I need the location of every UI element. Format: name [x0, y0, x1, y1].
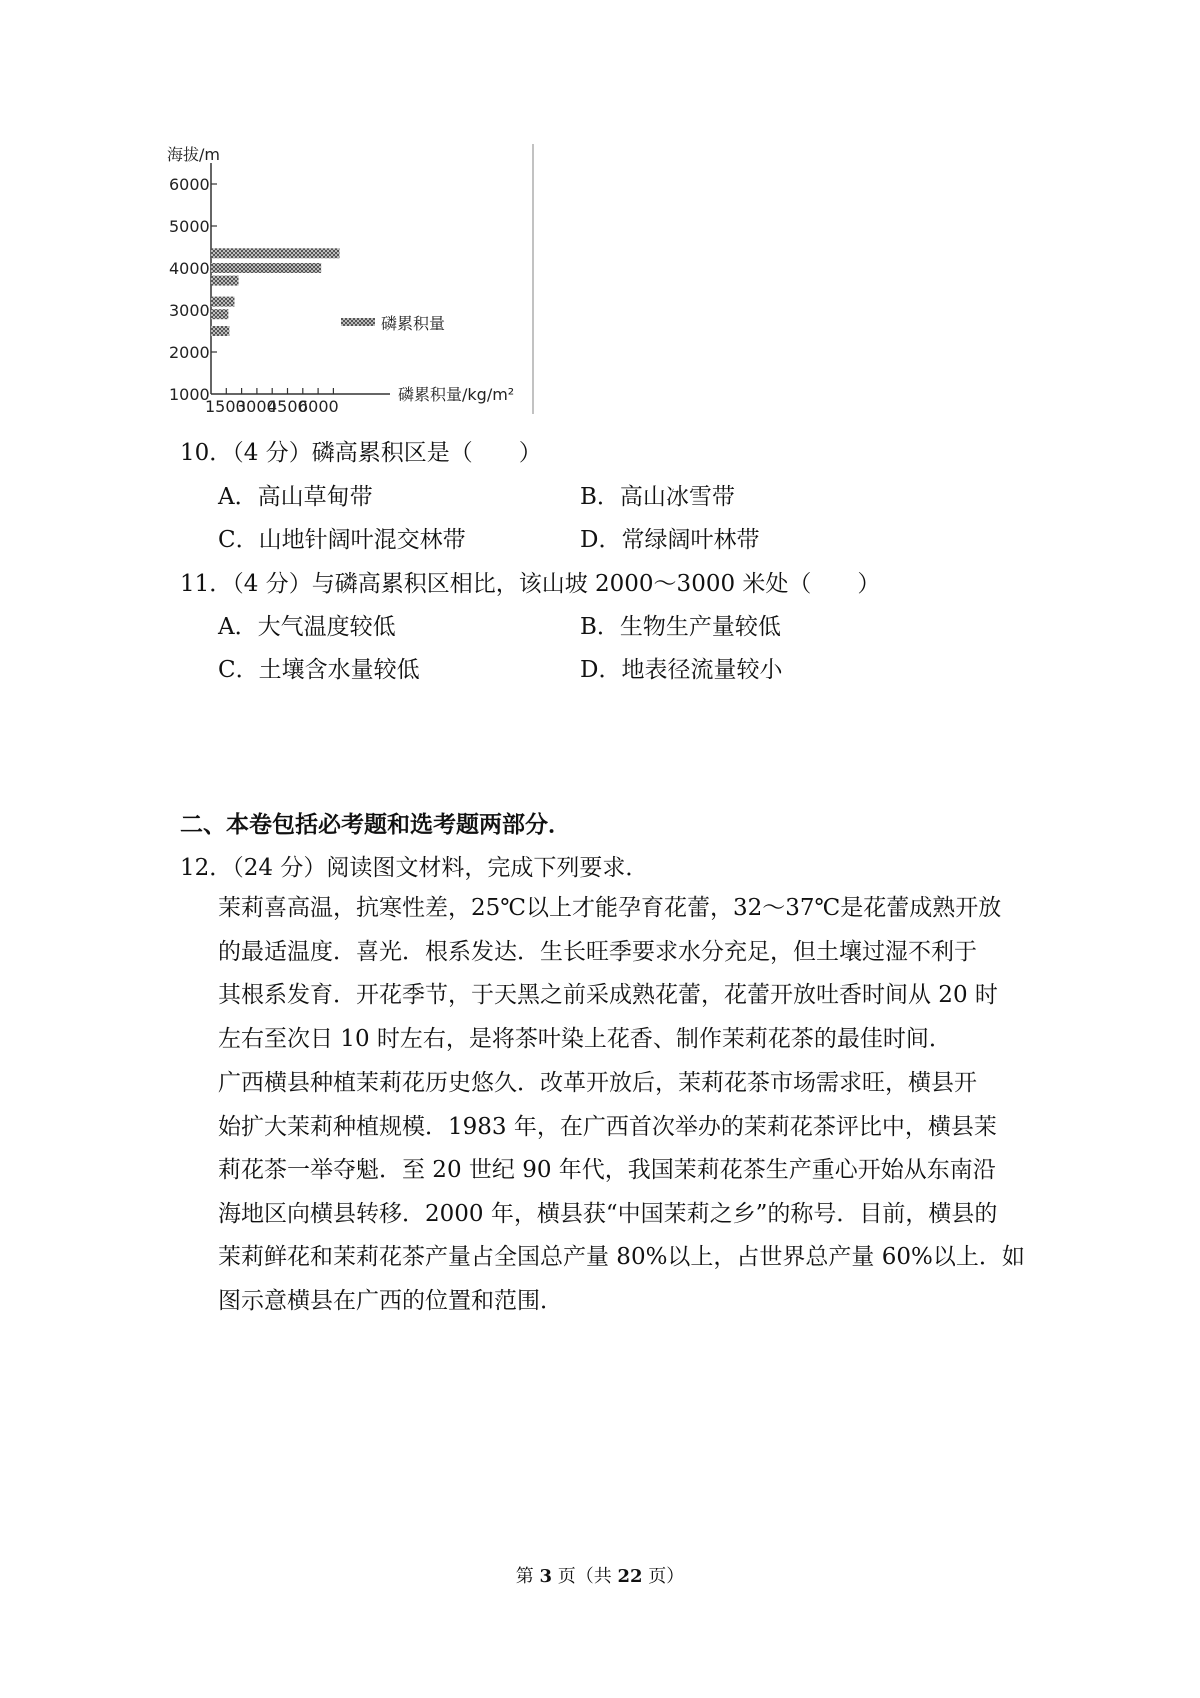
x-axis-label: 磷累积量/kg/m²: [398, 385, 515, 404]
legend-label: 磷累积量: [381, 314, 446, 333]
paragraph-line: 茉莉喜高温，抗寒性差，25℃以上才能孕育花蕾，32～37℃是花蕾成熟开放: [218, 895, 1002, 921]
paragraph-line: 左右至次日 10 时左右，是将茶叶染上花香、制作茉莉花茶的最佳时间．: [218, 1025, 952, 1052]
question-10-option-d: D．常绿阔叶林带: [580, 527, 760, 553]
page-footer: [0, 1562, 1200, 1588]
question-12-stem: 12．（24 分）阅读图文材料，完成下列要求．: [180, 855, 649, 881]
x-tick-label: 4500: [267, 397, 308, 416]
phosphorus-chart-svg: [165, 138, 595, 448]
footer-page-number: 3: [539, 1566, 552, 1587]
question-11-option-a: A．大气温度较低: [218, 614, 396, 640]
y-tick-label: 3000: [169, 301, 210, 320]
x-tick-label: 1500: [205, 397, 246, 416]
question-12-paragraph-1: [218, 887, 1030, 1061]
question-10-stem: 10．（4 分）磷高累积区是（ ）: [180, 440, 542, 466]
question-11-option-d: D．地表径流量较小: [580, 657, 783, 683]
paragraph-line: 图示意横县在广西的位置和范围．: [218, 1287, 563, 1314]
question-10-option-b: B．高山冰雪带: [580, 484, 735, 510]
question-11-stem: 11．（4 分）与磷高累积区相比，该山坡 2000～3000 米处（ ）: [180, 571, 881, 597]
question-12-paragraph-2: [218, 1062, 1030, 1323]
y-tick-label: 4000: [169, 259, 210, 278]
footer-middle: 页（共: [552, 1566, 618, 1587]
chart-bar: [211, 326, 229, 336]
paragraph-line: 广西横县种植茉莉花历史悠久．改革开放后，茉莉花茶市场需求旺，横县开: [218, 1070, 977, 1096]
chart-bar: [211, 248, 340, 258]
x-tick-label: 3000: [236, 397, 277, 416]
y-tick-label: 5000: [169, 217, 210, 236]
section-2-heading: 二、本卷包括必考题和选考题两部分．: [180, 811, 571, 838]
chart-bar: [211, 263, 321, 273]
question-10-option-a: A．高山草甸带: [218, 484, 373, 510]
legend-swatch: [341, 318, 375, 326]
phosphorus-chart: [165, 138, 595, 448]
question-10-option-c: C．山地针阔叶混交林带: [218, 527, 466, 553]
y-tick-label: 6000: [169, 175, 210, 194]
x-tick-label: 6000: [298, 397, 339, 416]
paragraph-line: 的最适温度．喜光．根系发达．生长旺季要求水分充足，但土壤过湿不利于: [218, 938, 977, 965]
y-axis-label: 海拔/m: [167, 145, 220, 164]
footer-total-pages: 22: [617, 1566, 643, 1587]
paragraph-line: 始扩大茉莉种植规模．1983 年，在广西首次举办的茉莉花茶评比中，横县茉: [218, 1113, 997, 1140]
y-tick-label: 1000: [169, 385, 210, 404]
chart-bar: [211, 276, 239, 286]
question-11-option-b: B．生物生产量较低: [580, 614, 781, 640]
footer-suffix: 页）: [642, 1566, 685, 1587]
chart-bar: [211, 309, 228, 319]
chart-bar: [211, 297, 234, 307]
paragraph-line: 茉莉鲜花和茉莉花茶产量占全国总产量 80%以上，占世界总产量 60%以上．如: [218, 1244, 1025, 1270]
paragraph-line: 其根系发育．开花季节，于天黑之前采成熟花蕾，花蕾开放吐香时间从 20 时: [218, 982, 998, 1008]
footer-prefix: 第: [515, 1566, 540, 1587]
paragraph-line: 海地区向横县转移．2000 年，横县获“中国茉莉之乡”的称号．目前，横县的: [218, 1200, 998, 1227]
y-tick-label: 2000: [169, 343, 210, 362]
paragraph-line: 莉花茶一举夺魁．至 20 世纪 90 年代，我国茉莉花茶生产重心开始从东南沿: [218, 1157, 996, 1183]
question-11-option-c: C．土壤含水量较低: [218, 657, 420, 683]
